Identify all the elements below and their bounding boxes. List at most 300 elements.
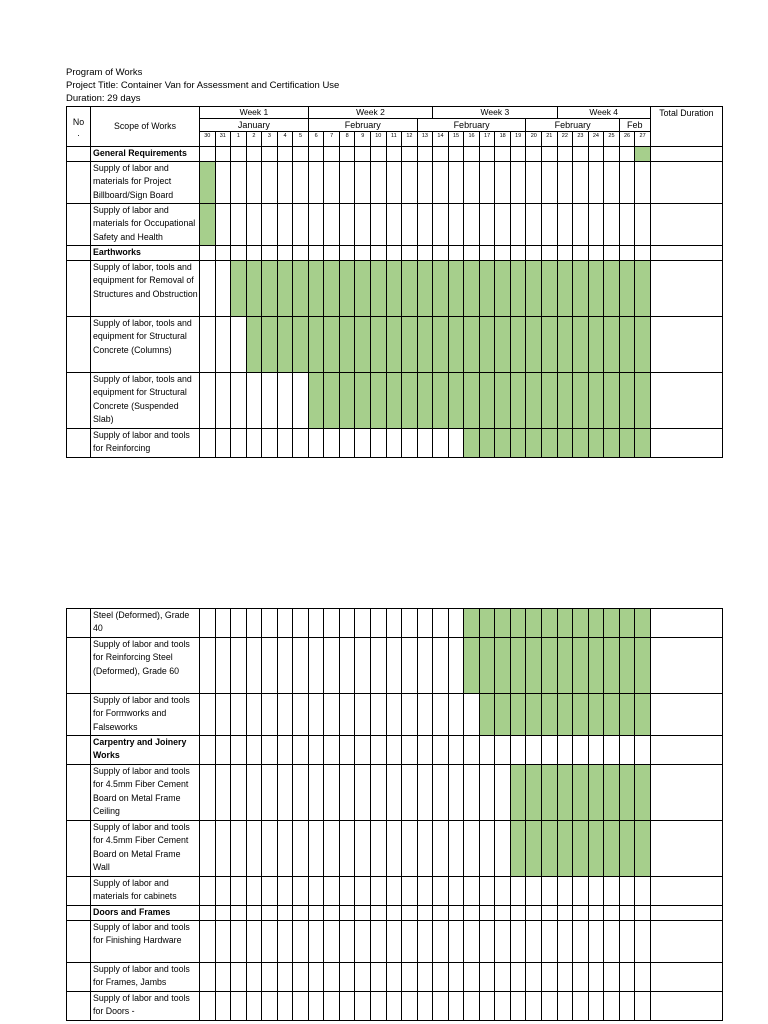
gantt-empty-cell — [246, 609, 262, 638]
gantt-empty-cell — [355, 204, 371, 246]
gantt-empty-cell — [200, 963, 216, 992]
gantt-empty-cell — [324, 694, 340, 736]
gantt-empty-cell — [277, 373, 293, 429]
gantt-empty-cell — [246, 963, 262, 992]
gantt-bar-cell — [246, 261, 262, 317]
gantt-empty-cell — [479, 877, 495, 906]
gantt-bar-cell — [495, 317, 511, 373]
total-duration-cell — [650, 921, 722, 963]
row-number — [67, 162, 91, 204]
gantt-empty-cell — [262, 204, 278, 246]
row-number — [67, 204, 91, 246]
gantt-bar-cell — [604, 821, 620, 877]
gantt-empty-cell — [417, 162, 433, 204]
gantt-empty-cell — [308, 992, 324, 1021]
day-header: 10 — [371, 132, 387, 147]
gantt-bar-cell — [588, 317, 604, 373]
gantt-empty-cell — [510, 147, 526, 162]
gantt-empty-cell — [246, 147, 262, 162]
gantt-bar-cell — [402, 373, 418, 429]
gantt-empty-cell — [588, 992, 604, 1021]
gantt-bar-cell — [355, 373, 371, 429]
gantt-empty-cell — [277, 638, 293, 694]
gantt-bar-cell — [635, 429, 651, 458]
gantt-empty-cell — [495, 147, 511, 162]
day-header: 15 — [448, 132, 464, 147]
gantt-empty-cell — [308, 921, 324, 963]
gantt-empty-cell — [433, 204, 449, 246]
gantt-empty-cell — [339, 906, 355, 921]
task-row — [67, 261, 723, 317]
day-header: 8 — [339, 132, 355, 147]
gantt-empty-cell — [262, 963, 278, 992]
gantt-bar-cell — [386, 261, 402, 317]
gantt-empty-cell — [588, 906, 604, 921]
scope-label: Supply of labor and tools for 4.5mm Fiber Cement Board on Metal Frame Wall — [91, 821, 200, 877]
gantt-empty-cell — [479, 992, 495, 1021]
row-number — [67, 373, 91, 429]
gantt-empty-cell — [262, 147, 278, 162]
gantt-empty-cell — [526, 147, 542, 162]
gantt-empty-cell — [277, 246, 293, 261]
gantt-empty-cell — [635, 736, 651, 765]
task-row — [67, 609, 723, 638]
gantt-empty-cell — [464, 963, 480, 992]
gantt-empty-cell — [308, 429, 324, 458]
gantt-empty-cell — [542, 204, 558, 246]
gantt-empty-cell — [293, 246, 309, 261]
total-duration-cell — [650, 638, 722, 694]
total-duration-cell — [650, 162, 722, 204]
gantt-empty-cell — [293, 147, 309, 162]
gantt-empty-cell — [526, 963, 542, 992]
gantt-empty-cell — [448, 736, 464, 765]
scope-label: Supply of labor and tools for Doors - — [91, 992, 200, 1021]
gantt-empty-cell — [293, 162, 309, 204]
gantt-empty-cell — [464, 906, 480, 921]
doc-title: Program of Works — [66, 67, 143, 78]
gantt-empty-cell — [277, 609, 293, 638]
gantt-empty-cell — [510, 921, 526, 963]
gantt-bar-cell — [324, 317, 340, 373]
gantt-empty-cell — [262, 736, 278, 765]
gantt-empty-cell — [402, 765, 418, 821]
day-header: 23 — [573, 132, 589, 147]
gantt-empty-cell — [604, 204, 620, 246]
gantt-empty-cell — [619, 877, 635, 906]
gantt-bar-cell — [495, 609, 511, 638]
section-row — [67, 246, 723, 261]
gantt-empty-cell — [371, 638, 387, 694]
gantt-empty-cell — [324, 736, 340, 765]
gantt-empty-cell — [402, 963, 418, 992]
scope-label: General Requirements — [91, 147, 200, 162]
gantt-empty-cell — [339, 921, 355, 963]
gantt-bar-cell — [262, 261, 278, 317]
gantt-empty-cell — [635, 992, 651, 1021]
gantt-bar-cell — [495, 694, 511, 736]
scope-label: Steel (Deformed), Grade 40 — [91, 609, 200, 638]
gantt-empty-cell — [604, 963, 620, 992]
gantt-empty-cell — [635, 246, 651, 261]
day-header: 19 — [510, 132, 526, 147]
day-header: 1 — [231, 132, 247, 147]
gantt-empty-cell — [231, 877, 247, 906]
day-header: 11 — [386, 132, 402, 147]
gantt-empty-cell — [495, 906, 511, 921]
gantt-bar-cell — [231, 261, 247, 317]
week-header-1: Week 1 — [200, 107, 309, 119]
gantt-empty-cell — [293, 204, 309, 246]
gantt-empty-cell — [355, 877, 371, 906]
gantt-empty-cell — [215, 906, 231, 921]
gantt-bar-cell — [277, 317, 293, 373]
gantt-empty-cell — [277, 963, 293, 992]
schedule-table-1 — [66, 106, 723, 458]
gantt-empty-cell — [200, 429, 216, 458]
gantt-empty-cell — [355, 921, 371, 963]
gantt-empty-cell — [573, 246, 589, 261]
gantt-bar-cell — [464, 429, 480, 458]
gantt-empty-cell — [246, 373, 262, 429]
gantt-empty-cell — [324, 609, 340, 638]
gantt-empty-cell — [293, 963, 309, 992]
gantt-empty-cell — [573, 162, 589, 204]
gantt-empty-cell — [200, 261, 216, 317]
gantt-bar-cell — [542, 821, 558, 877]
gantt-bar-cell — [588, 765, 604, 821]
gantt-empty-cell — [339, 246, 355, 261]
gantt-empty-cell — [355, 162, 371, 204]
gantt-empty-cell — [339, 429, 355, 458]
day-header: 31 — [215, 132, 231, 147]
gantt-empty-cell — [324, 921, 340, 963]
gantt-empty-cell — [417, 246, 433, 261]
gantt-empty-cell — [417, 821, 433, 877]
gantt-empty-cell — [371, 162, 387, 204]
gantt-empty-cell — [215, 821, 231, 877]
gantt-empty-cell — [386, 821, 402, 877]
gantt-empty-cell — [308, 906, 324, 921]
gantt-empty-cell — [402, 204, 418, 246]
total-duration-cell — [650, 736, 722, 765]
gantt-bar-cell — [464, 609, 480, 638]
total-duration-cell — [650, 963, 722, 992]
gantt-empty-cell — [619, 963, 635, 992]
gantt-bar-cell — [573, 821, 589, 877]
gantt-bar-cell — [464, 261, 480, 317]
gantt-bar-cell — [635, 147, 651, 162]
gantt-empty-cell — [464, 736, 480, 765]
gantt-empty-cell — [308, 246, 324, 261]
gantt-empty-cell — [402, 921, 418, 963]
gantt-empty-cell — [308, 147, 324, 162]
gantt-bar-cell — [402, 317, 418, 373]
gantt-empty-cell — [448, 906, 464, 921]
gantt-empty-cell — [246, 877, 262, 906]
gantt-bar-cell — [308, 317, 324, 373]
gantt-empty-cell — [573, 736, 589, 765]
gantt-empty-cell — [355, 992, 371, 1021]
gantt-empty-cell — [386, 963, 402, 992]
gantt-empty-cell — [526, 736, 542, 765]
gantt-bar-cell — [495, 638, 511, 694]
gantt-bar-cell — [510, 765, 526, 821]
gantt-empty-cell — [402, 609, 418, 638]
gantt-empty-cell — [386, 877, 402, 906]
row-number — [67, 736, 91, 765]
gantt-empty-cell — [386, 429, 402, 458]
gantt-empty-cell — [308, 821, 324, 877]
gantt-empty-cell — [339, 821, 355, 877]
gantt-bar-cell — [448, 261, 464, 317]
gantt-empty-cell — [339, 992, 355, 1021]
gantt-empty-cell — [635, 204, 651, 246]
gantt-empty-cell — [495, 246, 511, 261]
gantt-empty-cell — [604, 921, 620, 963]
task-row — [67, 963, 723, 992]
gantt-empty-cell — [604, 147, 620, 162]
gantt-bar-cell — [277, 261, 293, 317]
gantt-bar-cell — [619, 429, 635, 458]
gantt-bar-cell — [495, 373, 511, 429]
gantt-empty-cell — [542, 906, 558, 921]
gantt-empty-cell — [246, 246, 262, 261]
total-duration-cell — [650, 147, 722, 162]
gantt-bar-cell — [339, 261, 355, 317]
gantt-empty-cell — [510, 204, 526, 246]
total-duration-header: Total Duration — [650, 107, 722, 147]
gantt-empty-cell — [510, 877, 526, 906]
gantt-bar-cell — [588, 429, 604, 458]
scope-label: Supply of labor and tools for Formworks and Falseworks — [91, 694, 200, 736]
gantt-empty-cell — [448, 609, 464, 638]
gantt-empty-cell — [433, 638, 449, 694]
gantt-empty-cell — [386, 162, 402, 204]
gantt-bar-cell — [542, 638, 558, 694]
gantt-empty-cell — [371, 246, 387, 261]
gantt-bar-cell — [355, 317, 371, 373]
gantt-empty-cell — [479, 246, 495, 261]
gantt-empty-cell — [402, 877, 418, 906]
day-header: 16 — [464, 132, 480, 147]
gantt-empty-cell — [402, 638, 418, 694]
gantt-empty-cell — [293, 906, 309, 921]
gantt-empty-cell — [308, 877, 324, 906]
gantt-bar-cell — [262, 317, 278, 373]
gantt-bar-cell — [386, 373, 402, 429]
gantt-empty-cell — [557, 204, 573, 246]
gantt-empty-cell — [215, 921, 231, 963]
scope-label: Supply of labor and materials for Occupational Safety and Health — [91, 204, 200, 246]
gantt-empty-cell — [479, 921, 495, 963]
task-row — [67, 204, 723, 246]
gantt-empty-cell — [542, 246, 558, 261]
gantt-empty-cell — [448, 246, 464, 261]
gantt-empty-cell — [448, 992, 464, 1021]
gantt-bar-cell — [526, 694, 542, 736]
day-header: 6 — [308, 132, 324, 147]
gantt-bar-cell — [588, 609, 604, 638]
gantt-empty-cell — [604, 246, 620, 261]
gantt-empty-cell — [588, 963, 604, 992]
gantt-empty-cell — [371, 694, 387, 736]
scope-label: Supply of labor and tools for 4.5mm Fiber Cement Board on Metal Frame Ceiling — [91, 765, 200, 821]
gantt-empty-cell — [433, 765, 449, 821]
gantt-empty-cell — [588, 921, 604, 963]
gantt-empty-cell — [448, 204, 464, 246]
gantt-empty-cell — [402, 147, 418, 162]
gantt-empty-cell — [402, 906, 418, 921]
gantt-bar-cell — [433, 317, 449, 373]
gantt-empty-cell — [324, 147, 340, 162]
gantt-empty-cell — [215, 736, 231, 765]
gantt-bar-cell — [386, 317, 402, 373]
gantt-empty-cell — [495, 765, 511, 821]
gantt-empty-cell — [231, 204, 247, 246]
row-number — [67, 317, 91, 373]
section-row — [67, 736, 723, 765]
gantt-empty-cell — [433, 246, 449, 261]
gantt-empty-cell — [619, 162, 635, 204]
gantt-empty-cell — [448, 147, 464, 162]
gantt-empty-cell — [339, 162, 355, 204]
gantt-empty-cell — [231, 317, 247, 373]
gantt-empty-cell — [635, 877, 651, 906]
gantt-empty-cell — [588, 246, 604, 261]
gantt-empty-cell — [339, 694, 355, 736]
gantt-empty-cell — [200, 246, 216, 261]
gantt-bar-cell — [324, 373, 340, 429]
gantt-empty-cell — [262, 429, 278, 458]
gantt-empty-cell — [355, 638, 371, 694]
gantt-empty-cell — [371, 204, 387, 246]
day-header: 2 — [246, 132, 262, 147]
gantt-bar-cell — [635, 765, 651, 821]
day-header: 18 — [495, 132, 511, 147]
gantt-empty-cell — [200, 694, 216, 736]
gantt-bar-cell — [417, 373, 433, 429]
scope-label: Supply of labor and materials for Project Billboard/Sign Board — [91, 162, 200, 204]
gantt-empty-cell — [448, 821, 464, 877]
gantt-empty-cell — [448, 429, 464, 458]
gantt-empty-cell — [277, 162, 293, 204]
day-header: 17 — [479, 132, 495, 147]
no-header-dot: . — [77, 128, 80, 139]
gantt-bar-cell — [479, 609, 495, 638]
week-header-row — [67, 107, 723, 119]
gantt-bar-cell — [604, 694, 620, 736]
gantt-bar-cell — [246, 317, 262, 373]
gantt-bar-cell — [510, 609, 526, 638]
gantt-bar-cell — [557, 638, 573, 694]
gantt-bar-cell — [308, 373, 324, 429]
gantt-empty-cell — [573, 921, 589, 963]
no-header — [67, 107, 91, 147]
gantt-empty-cell — [386, 246, 402, 261]
gantt-empty-cell — [355, 609, 371, 638]
month-header-3: February — [417, 119, 526, 132]
gantt-empty-cell — [293, 877, 309, 906]
gantt-empty-cell — [386, 204, 402, 246]
gantt-bar-cell — [573, 765, 589, 821]
gantt-bar-cell — [526, 373, 542, 429]
gantt-empty-cell — [417, 429, 433, 458]
total-duration-cell — [650, 877, 722, 906]
gantt-bar-cell — [200, 204, 216, 246]
gantt-empty-cell — [433, 921, 449, 963]
gantt-empty-cell — [604, 162, 620, 204]
gantt-bar-cell — [635, 317, 651, 373]
gantt-bar-cell — [371, 373, 387, 429]
gantt-empty-cell — [324, 162, 340, 204]
gantt-empty-cell — [526, 992, 542, 1021]
gantt-empty-cell — [215, 992, 231, 1021]
task-row — [67, 694, 723, 736]
gantt-empty-cell — [215, 429, 231, 458]
gantt-empty-cell — [510, 246, 526, 261]
gantt-empty-cell — [246, 736, 262, 765]
day-header: 20 — [526, 132, 542, 147]
gantt-empty-cell — [215, 373, 231, 429]
gantt-empty-cell — [495, 162, 511, 204]
gantt-empty-cell — [215, 317, 231, 373]
gantt-empty-cell — [277, 921, 293, 963]
gantt-empty-cell — [355, 821, 371, 877]
gantt-empty-cell — [604, 992, 620, 1021]
total-duration-cell — [650, 204, 722, 246]
gantt-empty-cell — [200, 921, 216, 963]
gantt-empty-cell — [200, 147, 216, 162]
gantt-bar-cell — [510, 638, 526, 694]
gantt-bar-cell — [448, 373, 464, 429]
gantt-empty-cell — [355, 246, 371, 261]
gantt-empty-cell — [402, 162, 418, 204]
gantt-bar-cell — [635, 638, 651, 694]
gantt-bar-cell — [542, 261, 558, 317]
gantt-empty-cell — [262, 992, 278, 1021]
gantt-bar-cell — [464, 373, 480, 429]
gantt-empty-cell — [231, 162, 247, 204]
gantt-empty-cell — [246, 992, 262, 1021]
gantt-empty-cell — [371, 992, 387, 1021]
gantt-empty-cell — [371, 609, 387, 638]
gantt-bar-cell — [510, 317, 526, 373]
gantt-empty-cell — [386, 147, 402, 162]
gantt-empty-cell — [495, 204, 511, 246]
gantt-bar-cell — [604, 765, 620, 821]
day-header: 24 — [588, 132, 604, 147]
gantt-empty-cell — [479, 162, 495, 204]
gantt-empty-cell — [308, 963, 324, 992]
gantt-bar-cell — [526, 638, 542, 694]
gantt-empty-cell — [417, 992, 433, 1021]
gantt-empty-cell — [262, 921, 278, 963]
gantt-empty-cell — [495, 821, 511, 877]
gantt-empty-cell — [479, 736, 495, 765]
gantt-empty-cell — [604, 877, 620, 906]
row-number — [67, 694, 91, 736]
gantt-bar-cell — [339, 317, 355, 373]
gantt-empty-cell — [215, 963, 231, 992]
gantt-empty-cell — [402, 429, 418, 458]
row-number — [67, 429, 91, 458]
gantt-bar-cell — [417, 317, 433, 373]
gantt-bar-cell — [619, 765, 635, 821]
gantt-empty-cell — [573, 147, 589, 162]
gantt-empty-cell — [635, 963, 651, 992]
task-row — [67, 765, 723, 821]
